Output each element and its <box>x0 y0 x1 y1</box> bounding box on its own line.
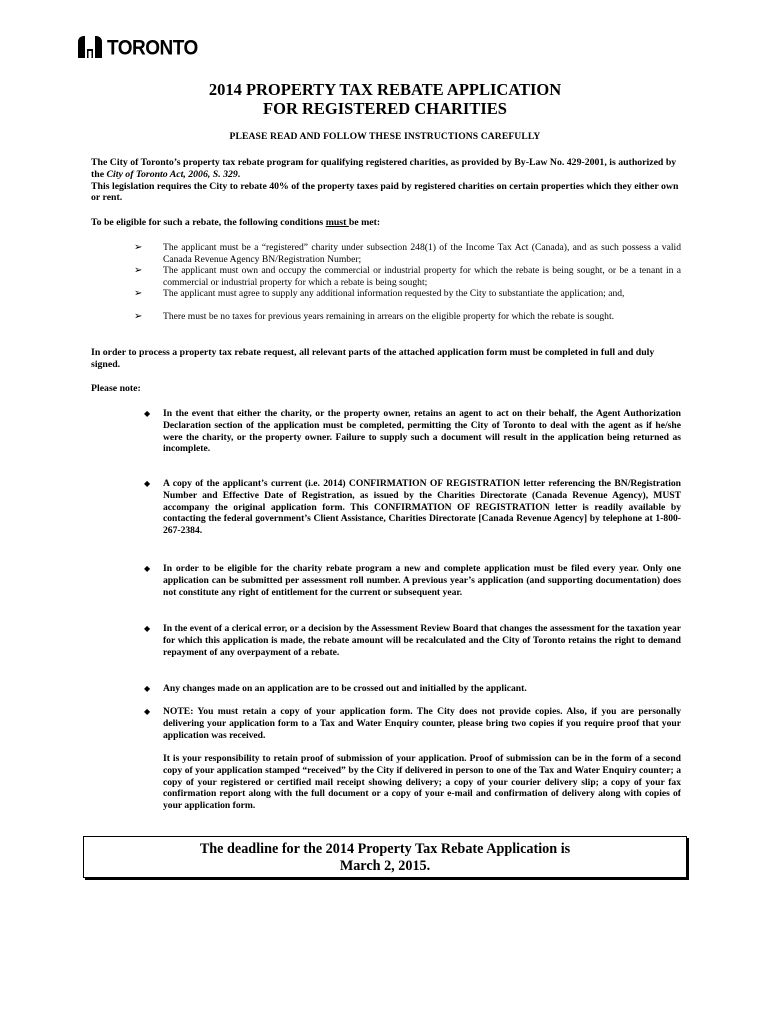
toronto-logo <box>76 36 198 61</box>
condition-text: The applicant must agree to supply any additional information requested by the City to substantiate the application; and, <box>163 288 625 299</box>
condition-item <box>134 242 681 265</box>
please-note-label: Please note: <box>91 383 141 394</box>
note-item <box>144 683 681 695</box>
note-text: In the event that either the charity, or the property owner, retains an agent to act on their behalf, the Agent Authorization Declaration section of the application must be completed, permitting the City of Toronto to deal with the agent as if he/she were the charity, or the property owner. Failure to supply such a document will result in the application being returned as incomplete. <box>163 408 681 455</box>
process-note: In order to process a property tax rebate request, all relevant parts of the attached application form must be completed in full and duly signed. <box>91 347 655 370</box>
note-text: NOTE: You must retain a copy of your application form. The City does not provide copies. Also, if you are personally delivering your application form to a Tax and Water Enquiry counter, please bring two copies if you require proof that your application was received. <box>163 706 681 741</box>
diamond-bullet-icon: ◆ <box>144 684 151 693</box>
condition-item <box>134 288 681 300</box>
eligibility-lead <box>91 217 681 229</box>
note-text: In order to be eligible for the charity rebate program a new and complete application must be filed every year. Only one application can be submitted per assessment roll number. A previous year’s application (and supporting documentation) does not constitute any right of entitlement for the current or subsequent year. <box>163 563 681 598</box>
intro-act-reference: City of Toronto Act, 2006, S. 329 <box>106 168 238 180</box>
proof-paragraph <box>144 753 681 812</box>
deadline-box <box>83 836 687 878</box>
intro-text-1: The City of Toronto’s property tax rebate program for qualifying registered charities, as provided by By-Law No. 429-2001, is authorized by the <box>91 157 677 180</box>
deadline-date: March 2, 2015. <box>339 858 431 874</box>
condition-item <box>134 311 681 323</box>
logo-wordmark: TORONTO <box>107 36 198 61</box>
diamond-bullet-icon: ◆ <box>144 624 151 633</box>
arrow-bullet-icon: ➢ <box>134 265 143 276</box>
arrow-bullet-icon: ➢ <box>134 311 143 322</box>
eligibility-lead-text: To be eligible for such a rebate, the following conditions <box>91 217 326 228</box>
note-text: Any changes made on an application are to be crossed out and initialled by the applicant. <box>163 683 527 694</box>
deadline-line1: The deadline for the 2014 Property Tax Rebate Application is <box>199 841 571 857</box>
page-title-line2: FOR REGISTERED CHARITIES <box>263 99 507 118</box>
note-item <box>144 623 681 658</box>
note-text: In the event of a clerical error, or a decision by the Assessment Review Board that changes the assessment for the taxation year for which this application is made, the rebate amount will be recalculated and the City of Toronto retains the right to demand repayment of any overpayment of a rebate. <box>163 623 681 658</box>
note-item <box>144 563 681 598</box>
intro-paragraph <box>91 157 681 204</box>
diamond-bullet-icon: ◆ <box>144 707 151 716</box>
note-item <box>144 478 681 537</box>
intro-text-2: . <box>237 168 241 180</box>
condition-text: The applicant must own and occupy the commercial or industrial property for which the rebate is being sought, or be a tenant in a commercial or industrial property for which a rebate is being sought; <box>163 265 681 288</box>
arrow-bullet-icon: ➢ <box>134 242 143 253</box>
note-item <box>144 706 681 741</box>
proof-text: It is your responsibility to retain proof of submission of your application. Proof of submission can be in the form of a second copy of your application stamped “received” by the City if delivered in person to one of the Tax and Water Enquiry counter; a copy of your registered or certified mail receipt showing delivery; a copy of your courier delivery slip; a copy of your fax confirmation report along with the full document or a copy of your e-mail and confirmation of delivery along with copies of your application form. <box>163 753 681 812</box>
arrow-bullet-icon: ➢ <box>134 288 143 299</box>
page-title-line1: 2014 PROPERTY TAX REBATE APPLICATION <box>208 80 562 99</box>
condition-text: The applicant must be a “registered” charity under subsection 248(1) of the Income Tax Act (Canada), and as such possess a valid Canada Revenue Agency BN/Registration Number; <box>163 242 681 265</box>
diamond-bullet-icon: ◆ <box>144 479 151 488</box>
note-item <box>144 408 681 455</box>
eligibility-tail: be met: <box>348 217 381 228</box>
intro-text-3: This legislation requires the City to rebate 40% of the property taxes paid by registered charities on certain properties which they either own or rent. <box>91 180 679 204</box>
instructions-subtitle: PLEASE READ AND FOLLOW THESE INSTRUCTIONS CAREFULLY <box>229 131 541 142</box>
eligibility-must: must <box>325 217 349 228</box>
diamond-bullet-icon: ◆ <box>144 409 151 418</box>
toronto-city-hall-icon <box>76 36 104 58</box>
diamond-bullet-icon: ◆ <box>144 564 151 573</box>
note-text: A copy of the applicant’s current (i.e. 2014) CONFIRMATION OF REGISTRATION letter referencing the BN/Registration Number and Effective Date of Registration, as issued by the Charities Directorate (Canada Revenue Agency), MUST accompany the original application form. This CONFIRMATION OF REGISTRATION letter is readily available by contacting the federal government’s Client Assistance, Charities Directorate [Canada Revenue Agency] by telephone at 1-800-267-2384. <box>163 478 681 537</box>
condition-item <box>134 265 681 288</box>
condition-text: There must be no taxes for previous years remaining in arrears on the eligible property for which the rebate is sought. <box>163 311 615 322</box>
